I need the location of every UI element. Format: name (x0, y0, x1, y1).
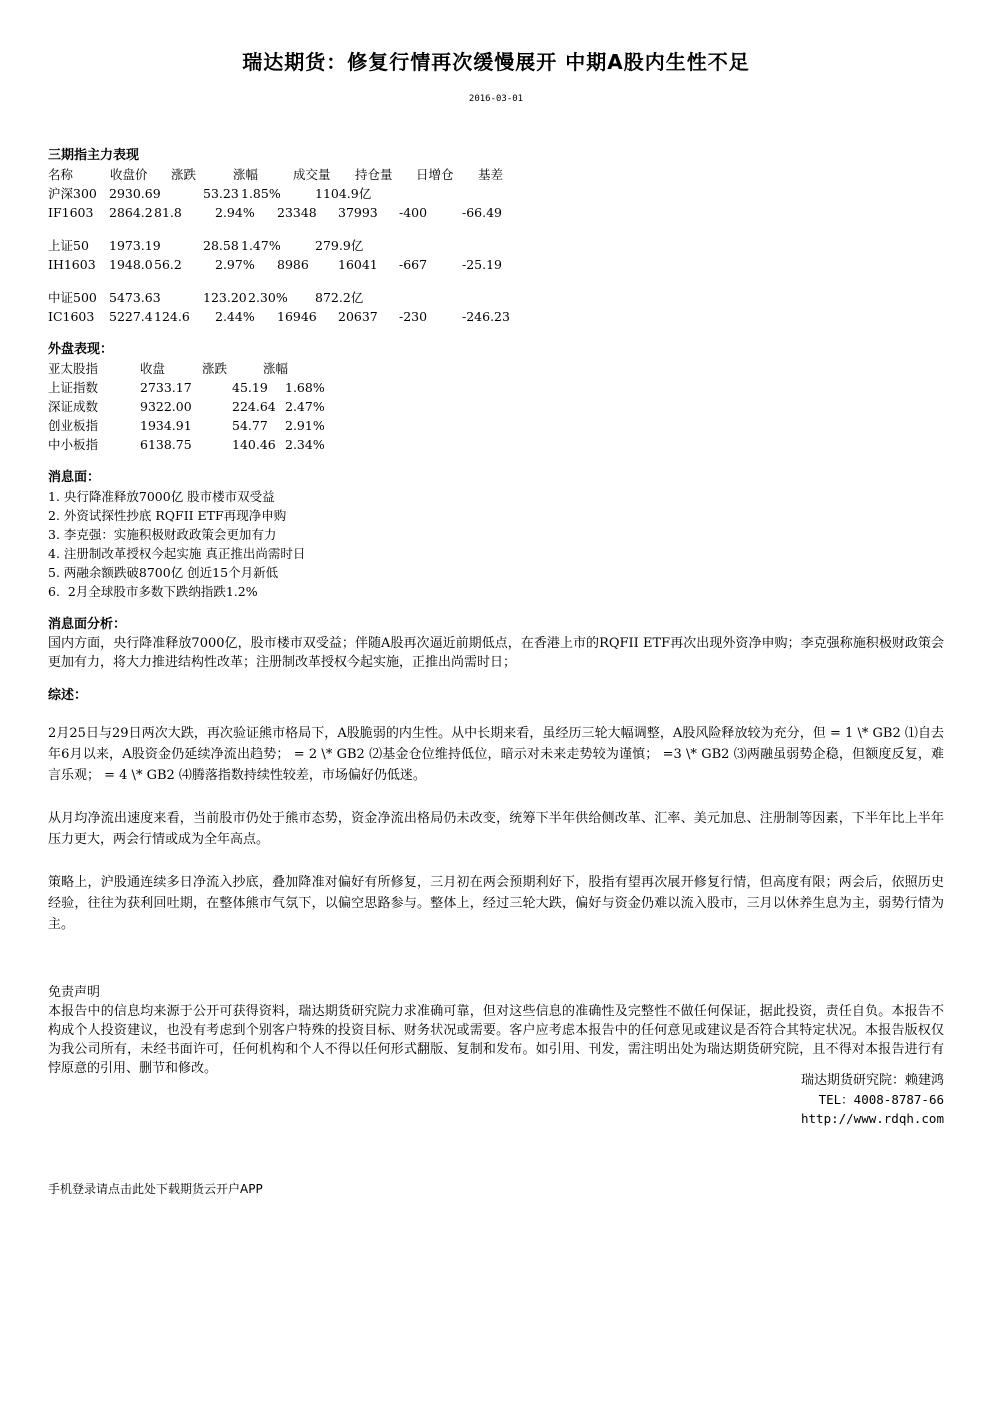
disclaimer-heading: 免责声明 (48, 985, 101, 1000)
summary-paragraph: 策略上，沪股通连续多日净流入抄底，叠加降准对偏好有所修复，三月初在两会预期利好下，股指有望再次展开修复行情，但高度有限；两会后，依照历史经验，往往为获利回吐期，在整体熊市气氛下，以偏空思路参与。整体上，经过三轮大跌，偏好与资金仍难以流入股市，三月以休养生息为主，弱势行情为主。 (48, 875, 944, 932)
news-item: 6. 2月全球股市多数下跌纳指跌1.2% (48, 584, 258, 599)
contract-row: IC1603 5227.4 124.6 2.44% 16946 20637 -230 -246.23 (48, 309, 510, 324)
outer-row: 上证指数 2733.17 45.19 1.68% (48, 380, 325, 395)
outer-row: 中小板指 6138.75 140.46 2.34% (48, 437, 325, 452)
futures-heading: 三期指主力表现 (48, 148, 140, 163)
col-header: 基差 (478, 167, 504, 182)
contract-row: IF1603 2864.2 81.8 2.94% 23348 37993 -400 -66.49 (48, 205, 503, 220)
news-item: 2. 外资试探性抄底 RQFII ETF再现净申购 (48, 508, 287, 523)
news-item: 5. 两融余额跌破8700亿 创近15个月新低 (48, 565, 279, 580)
analysis-text: 国内方面，央行降准释放7000亿，股市楼市双受益；伴随A股再次逼近前期低点，在香港上市的RQFII ETF再次出现外资净申购；李克强称施积极财政策会更加有力，将大力推进结构性改革；注册制改革授权今起实施，正推出尚需时日； (48, 636, 944, 670)
outer-row: 深证成数 9322.00 224.64 2.47% (48, 399, 325, 414)
report-title: 瑞达期货：修复行情再次缓慢展开 中期A股内生性不足 (242, 50, 750, 74)
summary-paragraph: 从月均净流出速度来看，当前股市仍处于熊市态势，资金净流出格局仍未改变，统筹下半年供给侧改革、汇率、美元加息、注册制等因素，下半年比上半年压力更大，两会行情或成为全年高点。 (48, 811, 944, 847)
disclaimer-text: 本报告中的信息均来源于公开可获得资料，瑞达期货研究院力求准确可靠，但对这些信息的准确性及完整性不做任何保证，据此投资，责任自负。本报告不构成个人投资建议，也没有考虑到个别客户特殊的投资目标、财务状况或需要。客户应考虑本报告中的任何意见或建议是否符合其特定状况。本报告版权仅为我公司所有，未经书面许可，任何机构和个人不得以任何形式翻版、复制和发布。如引用、刊发，需注明出处为瑞达期货研究院，且不得对本报告进行有悖原意的引用、删节和修改。 (48, 1004, 944, 1076)
signature-url[interactable]: http://www.rdqh.com (801, 1111, 944, 1126)
col-header: 成交量 (293, 167, 331, 182)
col-header: 日增仓 (416, 167, 454, 182)
index-row: 上证50 1973.19 28.58 1.47% 279.9亿 (48, 238, 364, 253)
report-date: 2016-03-01 (468, 94, 524, 104)
outer-header-row: 亚太股指 收盘 涨跌 涨幅 (48, 361, 289, 376)
analysis-heading: 消息面分析： (48, 617, 127, 632)
index-row: 沪深300 2930.69 53.23 1.85% 1104.9亿 (48, 186, 372, 201)
col-header: 涨跌 (171, 167, 197, 182)
news-item: 3. 李克强：实施积极财政政策会更加有力 (48, 527, 277, 542)
index-row: 中证500 5473.63 123.20 2.30% 872.2亿 (48, 290, 364, 305)
news-item: 1. 央行降准释放7000亿 股市楼市双受益 (48, 489, 275, 504)
signature-tel: TEL：4008-8787-66 (818, 1092, 944, 1107)
col-header: 收盘价 (110, 167, 148, 182)
report-content (48, 146, 944, 1078)
signature-block (801, 1071, 944, 1128)
summary-paragraph: 2月25日与29日两次大跌，再次验证熊市格局下，A股脆弱的内生性。从中长期来看，虽经历三轮大幅调整，A股风险释放较为充分，但 = 1 \* GB2 ⑴自去年6月以来，A股资金仍延续净流出趋势； = 2 \* GB2 ⑵基金仓位维持低位，暗示对未来走势较为谨慎； =3 \* GB2 ⑶两融虽弱势企稳，但额度反复，难言乐观； = 4 \* GB2 ⑷腾落指数持续性较差，市场偏好仍低迷。 (48, 726, 944, 783)
col-header: 持仓量 (355, 167, 393, 182)
signature-author: 瑞达期货研究院：赖建鸿 (800, 1073, 944, 1088)
summary-heading: 综述： (48, 688, 88, 703)
outer-heading: 外盘表现： (48, 342, 114, 357)
download-app-link[interactable]: 手机登录请点击此处下载期货云开户APP (48, 1182, 263, 1196)
contract-row: IH1603 1948.0 56.2 2.97% 8986 16041 -667 -25.19 (48, 257, 503, 272)
news-heading: 消息面： (48, 470, 101, 485)
col-header: 名称 (48, 167, 74, 182)
news-item: 4. 注册制改革授权今起实施 真正推出尚需时日 (48, 546, 306, 561)
outer-row: 创业板指 1934.91 54.77 2.91% (48, 418, 325, 433)
futures-header-row (48, 165, 944, 184)
col-header: 涨幅 (233, 167, 259, 182)
